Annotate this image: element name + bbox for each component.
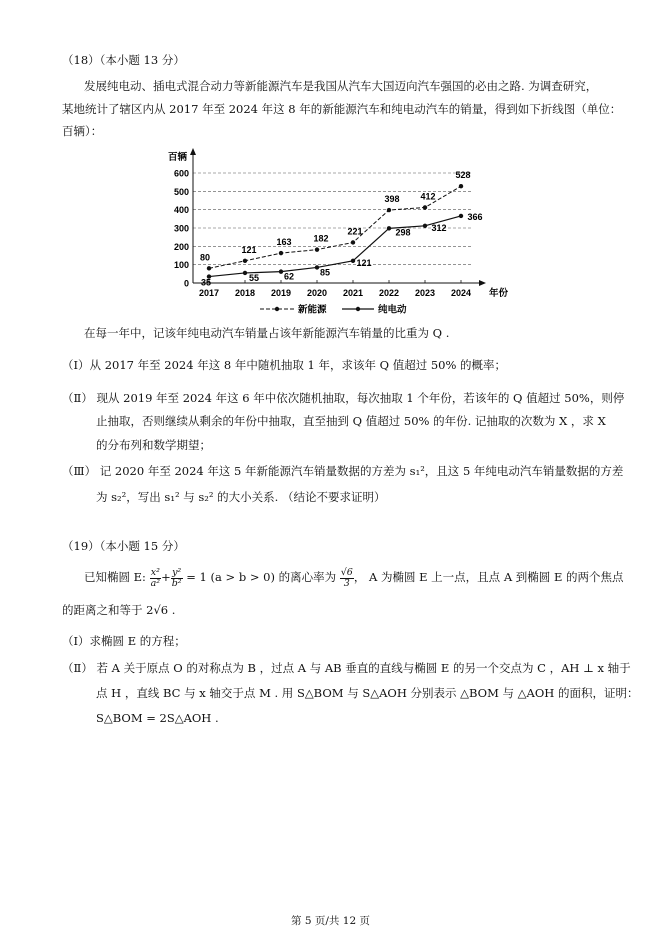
q18-after-chart: 在每一年中，记该年纯电动汽车销量占该年新能源汽车销量的比重为 Q .: [84, 326, 450, 340]
data-point: [243, 259, 247, 263]
data-point: [387, 226, 391, 230]
data-label: 412: [420, 191, 436, 202]
x-tick-label: 2023: [414, 288, 436, 298]
y-tick-label: 100: [173, 260, 189, 271]
q19-eq-one: = 1 (a > b > 0) 的离心率为: [186, 570, 337, 584]
x-tick-label: 2019: [270, 288, 292, 298]
q19-stem-a: 已知椭圆 E:: [84, 570, 146, 584]
q19-stem-line1: [84, 566, 624, 589]
legend-new-energy-label: 新能源: [298, 304, 327, 316]
x-tick-label: 2017: [198, 288, 220, 298]
data-label: 62: [283, 271, 295, 282]
plus-sign: +: [161, 570, 171, 584]
sales-line-chart: [168, 146, 508, 318]
x-tick-label: 2021: [342, 288, 364, 298]
q18-part2-line3: 的分布列和数学期望；: [96, 438, 211, 452]
q18-intro-line2: 某地统计了辖区内从 2017 年至 2024 年这 8 年的新能源汽车和纯电动汽车的销量，得到如下折线图（单位：: [62, 102, 622, 116]
data-point: [279, 251, 283, 255]
legend-pure-electric-marker: [356, 307, 360, 311]
y-tick-label: 400: [173, 205, 189, 216]
data-point: [207, 266, 211, 270]
data-label: 182: [313, 233, 329, 244]
q19-stem-b: ， A 为椭圆 E 上一点，且点 A 到椭圆 E 的两个焦点: [353, 570, 624, 584]
q18-header: （18）（本小题 13 分）: [62, 53, 185, 67]
data-label: 398: [384, 194, 400, 205]
data-point: [459, 184, 463, 188]
q18-part3-line1: （Ⅲ） 记 2020 年至 2024 年这 5 年新能源汽车销量数据的方差为 s₁²，且这 5 年纯电动汽车销量数据的方差: [62, 464, 624, 478]
q18-intro-line3: 百辆）：: [62, 124, 103, 138]
data-point: [459, 214, 463, 218]
q19-header: （19）（本小题 15 分）: [62, 539, 185, 553]
x-tick-label: 2018: [234, 288, 256, 298]
data-label: 298: [395, 227, 411, 238]
legend-new-energy-marker: [275, 307, 279, 311]
y-tick-label: 500: [173, 186, 189, 197]
y-tick-label: 0: [183, 278, 189, 289]
eccentricity-value: $\frac{√6}{3}$: [340, 566, 353, 589]
data-point: [351, 240, 355, 244]
x-tick-label: 2024: [450, 288, 472, 298]
data-point: [351, 259, 355, 263]
data-point: [279, 269, 283, 273]
data-point: [243, 271, 247, 275]
y-axis-arrow: [190, 148, 196, 155]
data-label: 221: [347, 226, 363, 237]
data-label: 121: [356, 257, 372, 268]
legend-pure-electric-label: 纯电动: [378, 304, 407, 316]
q19-part2-line1: （Ⅱ） 若 A 关于原点 O 的对称点为 B ，过点 A 与 AB 垂直的直线与椭圆 E 的另一个交点为 C ，AH ⊥ x 轴于: [62, 661, 631, 675]
y-tick-label: 300: [173, 223, 189, 234]
data-point: [315, 247, 319, 251]
q18-part2-line1: （Ⅱ） 现从 2019 年至 2024 年这 6 年中依次随机抽取，每次抽取 1 个年份，若该年的 Q 值超过 50%，则停: [62, 391, 625, 405]
x-axis-label: 年份: [489, 288, 508, 299]
data-label: 163: [276, 237, 292, 248]
y-tick-label: 200: [173, 241, 189, 252]
data-point: [423, 224, 427, 228]
data-label: 85: [319, 267, 331, 278]
data-label: 35: [200, 277, 212, 288]
q19-part1: （Ⅰ）求椭圆 E 的方程；: [62, 634, 186, 648]
page-footer: 第 5 页/共 12 页: [291, 915, 370, 927]
q19-part2-line3: S△BOM = 2S△AOH .: [96, 711, 219, 725]
y-axis-label: 百辆: [168, 152, 188, 163]
data-label: 55: [248, 272, 260, 283]
q18-part2-line2: 止抽取，否则继续从剩余的年份中抽取，直至抽到 Q 值超过 50% 的年份. 记抽取的次数为 X ，求 X: [96, 414, 606, 428]
x-tick-label: 2020: [306, 288, 328, 298]
data-point: [315, 265, 319, 269]
data-label: 366: [467, 211, 483, 222]
data-label: 80: [199, 252, 211, 263]
q18-part3-line2: 为 s₂²，写出 s₁² 与 s₂² 的大小关系. （结论不要求证明）: [96, 490, 386, 504]
y-tick-label: 600: [173, 168, 189, 179]
data-point: [387, 208, 391, 212]
y-squared-over-b-squared: $\frac{\text{y²}}{\text{b²}}$: [171, 566, 182, 589]
x-squared-over-a-squared: $\frac{\text{x²}}{\text{a²}}$: [150, 566, 161, 589]
q18-part1: （Ⅰ）从 2017 年至 2024 年这 8 年中随机抽取 1 年，求该年 Q 值超过 50% 的概率；: [62, 358, 507, 372]
x-axis-arrow: [479, 280, 486, 286]
x-tick-label: 2022: [378, 288, 400, 298]
data-label: 121: [241, 244, 257, 255]
data-point: [423, 205, 427, 209]
data-label: 528: [455, 170, 471, 181]
data-label: 312: [431, 222, 447, 233]
q19-stem-line2: 的距离之和等于 2√6 .: [62, 603, 176, 617]
q19-part2-line2: 点 H ，直线 BC 与 x 轴交于点 M . 用 S△BOM 与 S△AOH 分别表示 △BOM 与 △AOH 的面积，证明：: [96, 686, 639, 700]
q18-intro-line1: 发展纯电动、插电式混合动力等新能源汽车是我国从汽车大国迈向汽车强国的必由之路. 为调查研究，: [84, 79, 598, 93]
